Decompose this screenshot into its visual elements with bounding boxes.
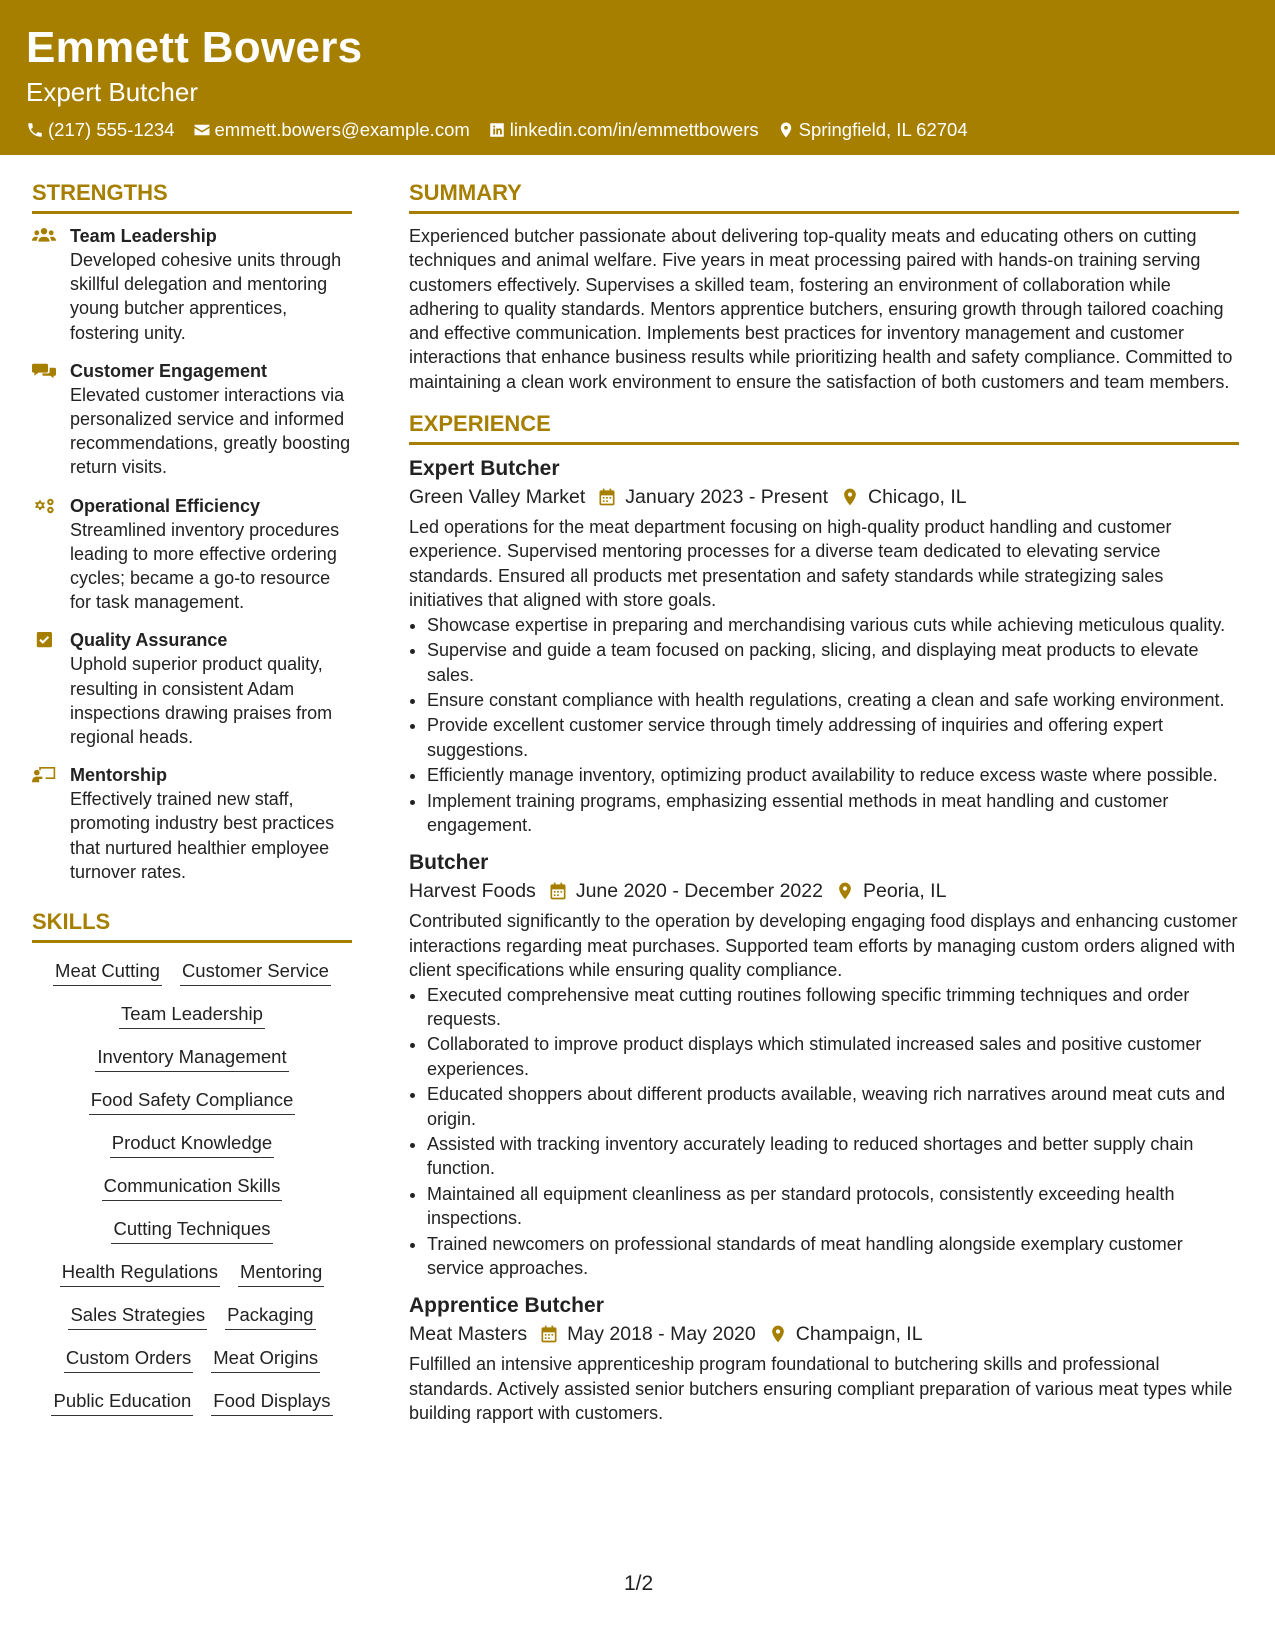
summary-text: Experienced butcher passionate about delivering top-quality meats and educating others on cutting techniques and animal welfare. Five years in meat processing paired with hands-on training serving customers effectively. Supervises a skilled team, fostering an environment of collaboration while adhering to quality standards. Mentors apprentice butchers, ensuring growth through tailored coaching and effective communication. Implements best practices for inventory management and customer interactions that enhance business results while prioritizing health and safety compliance. Committed to maintaining a clean work environment to ensure the satisfaction of both customers and team members. [409, 226, 1233, 392]
contact-location [777, 118, 968, 142]
calendar-icon [548, 881, 568, 901]
users-icon [32, 226, 56, 246]
linkedin-text[interactable]: linkedin.com/in/emmettbowers [509, 119, 759, 140]
strength-item [32, 494, 352, 615]
skill-tag: Custom Orders [64, 1346, 193, 1373]
skill-tag: Sales Strategies [68, 1303, 207, 1330]
job-company: Meat Masters [409, 1323, 528, 1346]
job-location: Peoria, IL [862, 880, 947, 903]
skill-tag: Meat Origins [211, 1346, 320, 1373]
linkedin-icon [488, 121, 506, 139]
strength-item [32, 224, 352, 345]
chalkboard-teacher-icon [32, 765, 56, 785]
strength-desc: Streamlined inventory procedures leading to more effective ordering cycles; became a go-to resource for task management. [70, 519, 340, 613]
job-description: Contributed significantly to the operation by developing engaging food displays and enhancing customer interactions regarding meat purchases. Supported team efforts by managing custom orders aligned with client specifications while ensuring quality compliance. [409, 911, 1238, 981]
strength-desc: Elevated customer interactions via personalized service and informed recommendations, greatly boosting return visits. [70, 384, 351, 478]
candidate-title: Expert Butcher [26, 77, 198, 107]
skill-tag: Food Displays [211, 1389, 332, 1416]
strength-title: Operational Efficiency [70, 495, 261, 516]
job-title: Apprentice Butcher [409, 1294, 604, 1318]
job-title: Butcher [409, 851, 489, 875]
job-entry [409, 849, 1239, 1280]
job-location: Champaign, IL [795, 1323, 923, 1346]
location-text: Springfield, IL 62704 [798, 119, 968, 140]
skills-list [32, 953, 352, 1416]
job-dates: January 2023 - Present [625, 486, 828, 509]
contact-email[interactable] [193, 118, 470, 142]
skill-tag: Meat Cutting [53, 959, 162, 986]
list-item: • Efficiently manage inventory, optimizing product availability to reduce excess waste where possible. [427, 763, 1239, 787]
strength-item [32, 359, 352, 480]
check-square-icon [32, 630, 56, 650]
strengths-heading: STRENGTHS [32, 179, 352, 214]
page-number: 1/2 [624, 1572, 654, 1595]
skills-heading: SKILLS [32, 908, 352, 943]
job-entry [409, 1292, 1239, 1425]
map-marker-icon [835, 881, 855, 901]
job-bullets [409, 983, 1239, 1281]
map-marker-icon [768, 1324, 788, 1344]
job-meta [409, 1320, 1239, 1348]
strength-title: Mentorship [70, 765, 167, 786]
strength-item [32, 763, 352, 884]
job-description: Led operations for the meat department focusing on high-quality product handling and customer experience. Supervised mentoring processes for a diverse team dedicated to elevating service standards. Ensured all products met presentation and safety standards while strategizing sales initiatives that aligned with store goals. [409, 517, 1172, 611]
calendar-icon [597, 487, 617, 507]
job-bullets [409, 613, 1239, 838]
job-dates: June 2020 - December 2022 [575, 880, 823, 903]
job-location: Chicago, IL [868, 486, 967, 509]
gears-icon [32, 496, 56, 516]
list-item: • Ensure constant compliance with health regulations, creating a clean and safe working environment. [427, 688, 1239, 712]
skill-tag: Product Knowledge [110, 1131, 274, 1158]
job-entry [409, 455, 1239, 837]
job-company: Harvest Foods [409, 880, 536, 903]
contact-phone [26, 118, 175, 142]
strength-item [32, 628, 352, 749]
comments-icon [32, 361, 56, 381]
list-item: • Assisted with tracking inventory accurately leading to reduced shortages and better supply chain function. [427, 1132, 1239, 1181]
right-column [409, 179, 1239, 1438]
resume-header [0, 0, 1275, 155]
list-item: • Supervise and guide a team focused on packing, slicing, and displaying meat products to elevate sales. [427, 638, 1239, 687]
job-dates: May 2018 - May 2020 [567, 1323, 756, 1346]
skill-tag: Packaging [225, 1303, 315, 1330]
job-company: Green Valley Market [409, 486, 586, 509]
phone-text: (217) 555-1234 [48, 119, 175, 140]
contact-bar [26, 118, 1249, 142]
skill-tag: Health Regulations [60, 1260, 220, 1287]
strength-title: Quality Assurance [70, 630, 228, 651]
map-marker-icon [840, 487, 860, 507]
list-item: • Executed comprehensive meat cutting routines following specific trimming techniques and order requests. [427, 983, 1239, 1032]
skill-tag: Communication Skills [102, 1174, 283, 1201]
strength-desc: Developed cohesive units through skillful delegation and mentoring young butcher apprentices, fostering unity. [70, 250, 342, 343]
phone-icon [26, 121, 44, 139]
calendar-icon [539, 1324, 559, 1344]
job-meta [409, 483, 1239, 511]
skill-tag: Public Education [51, 1389, 193, 1416]
job-description: Fulfilled an intensive apprenticeship program foundational to butchering skills and professional standards. Actively assisted senior butchers ensuring compliant preparation of various meat types while building rapport with customers. [409, 1354, 1233, 1424]
summary-heading: SUMMARY [409, 179, 1239, 214]
skill-tag: Customer Service [180, 959, 331, 986]
skill-tag: Food Safety Compliance [89, 1088, 296, 1115]
job-title: Expert Butcher [409, 457, 560, 481]
job-meta [409, 877, 1239, 905]
list-item: • Trained newcomers on professional standards of meat handling alongside exemplary customer service approaches. [427, 1232, 1239, 1281]
map-marker-icon [777, 121, 795, 139]
list-item: • Implement training programs, emphasizing essential methods in meat handling and customer engagement. [427, 789, 1239, 838]
email-text[interactable]: emmett.bowers@example.com [214, 119, 470, 140]
list-item: • Collaborated to improve product displays which stimulated increased sales and positive customer experiences. [427, 1032, 1239, 1081]
strength-desc: Uphold superior product quality, resulting in consistent Adam inspections drawing praises from regional heads. [70, 654, 333, 748]
list-item: • Provide excellent customer service through timely addressing of inquiries and offering expert suggestions. [427, 713, 1239, 762]
list-item: • Showcase expertise in preparing and merchandising various cuts while achieving meticulous quality. [427, 613, 1239, 637]
strength-title: Customer Engagement [70, 360, 268, 381]
experience-heading: EXPERIENCE [409, 410, 1239, 445]
contact-linkedin[interactable] [488, 118, 759, 142]
resume-body [0, 155, 1275, 1438]
strength-title: Team Leadership [70, 226, 217, 246]
skill-tag: Team Leadership [119, 1002, 265, 1029]
strength-desc: Effectively trained new staff, promoting industry best practices that nurtured healthier employee turnover rates. [70, 789, 335, 882]
list-item: • Maintained all equipment cleanliness as per standard protocols, consistently exceeding health inspections. [427, 1182, 1239, 1231]
skill-tag: Inventory Management [95, 1045, 288, 1072]
envelope-icon [193, 121, 211, 139]
left-column [32, 179, 352, 1438]
candidate-name: Emmett Bowers [26, 23, 363, 72]
skill-tag: Cutting Techniques [111, 1217, 272, 1244]
skill-tag: Mentoring [238, 1260, 324, 1287]
list-item: • Educated shoppers about different products available, weaving rich narratives around meat cuts and origin. [427, 1082, 1239, 1131]
